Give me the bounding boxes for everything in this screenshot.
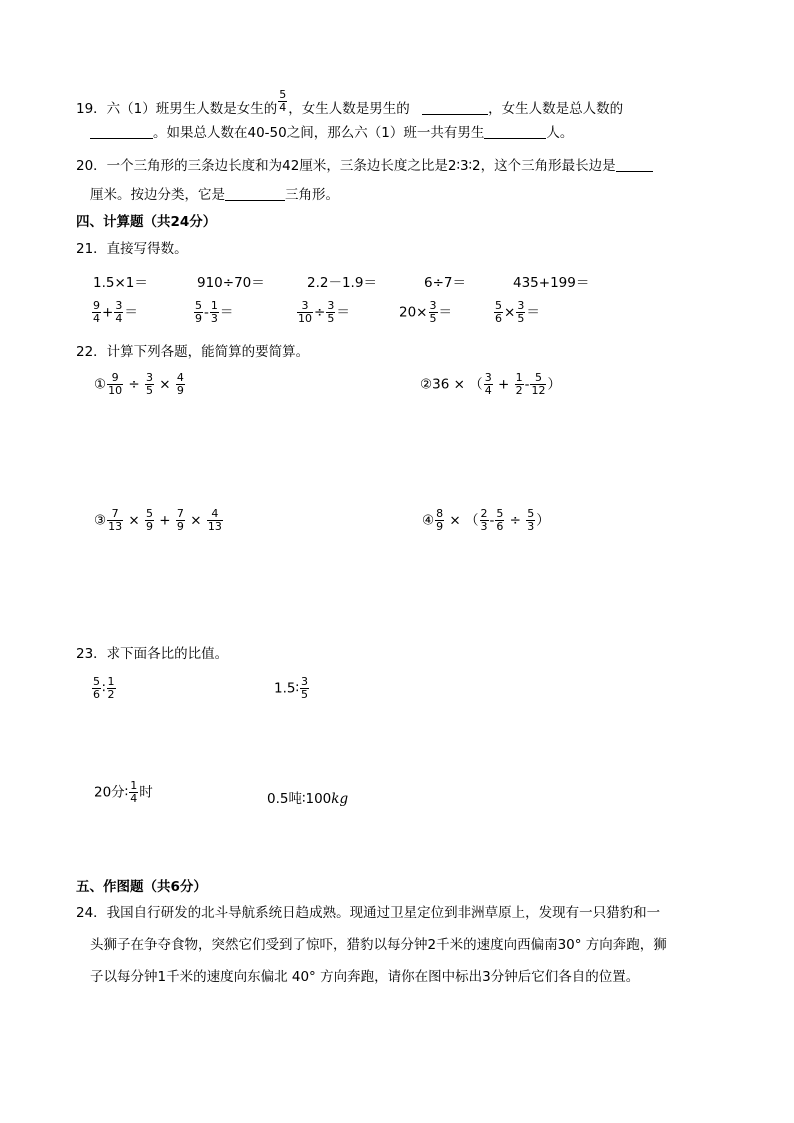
prefix: 0.5吨∶100 — [267, 791, 332, 807]
suffix: 时 — [139, 784, 153, 801]
den: 5 — [300, 688, 308, 701]
num: 7 — [107, 508, 123, 521]
q21-item-3: 2.2－1.9＝ — [307, 275, 377, 291]
q21-item-8 — [296, 300, 350, 325]
q22-title: 22．计算下列各题，能简算的要简算。 — [76, 344, 310, 360]
den: 13 — [207, 520, 222, 533]
num: 9 — [107, 372, 123, 385]
operator: + — [102, 304, 114, 321]
q20-text-a: 20．一个三角形的三条边长度和为42厘米，三条边长度之比是2∶3∶2，这个三角形最长边是 — [76, 158, 616, 174]
q20-text-c: 三角形。 — [285, 187, 339, 203]
answer-blank[interactable] — [422, 100, 488, 115]
num: 1 — [210, 299, 218, 312]
fraction — [526, 508, 535, 533]
answer-blank[interactable] — [225, 186, 285, 201]
q23-ratio-d — [267, 787, 348, 807]
den: 5 — [429, 312, 437, 325]
den: 4 — [279, 101, 287, 114]
fraction — [145, 508, 154, 533]
section-4-heading: 四、计算题（共24分） — [76, 214, 217, 230]
den: 5 — [327, 312, 335, 325]
den: 3 — [210, 312, 218, 325]
q22-problem-3 — [94, 508, 224, 533]
operator: ÷ — [505, 512, 526, 529]
den: 4 — [115, 312, 123, 325]
den: 9 — [176, 520, 184, 533]
den: 2 — [107, 688, 115, 701]
den: 4 — [130, 792, 138, 805]
operator: - — [489, 512, 495, 529]
operator: × — [504, 304, 516, 321]
q24-line3: 子以每分钟1千米的速度向东偏北 40° 方向奔跑，请你在图中标出3分钟后它们各自的位置。 — [90, 969, 640, 985]
den: 6 — [496, 520, 504, 533]
den: 6 — [495, 312, 502, 325]
fraction — [530, 372, 546, 397]
fraction — [129, 780, 138, 805]
ratio-sign: ∶ — [102, 680, 106, 697]
den: 2 — [515, 384, 523, 397]
num: 5 — [146, 507, 154, 520]
num: 5 — [495, 299, 502, 312]
fraction — [114, 300, 123, 325]
label: ① — [94, 376, 107, 393]
paren-close: ） — [536, 512, 550, 529]
fraction — [92, 300, 101, 325]
fraction — [429, 300, 438, 325]
equals: ＝ — [336, 304, 350, 321]
fraction — [297, 300, 313, 325]
den: 10 — [298, 312, 312, 325]
operator: × — [155, 376, 175, 393]
q21-item-4: 6÷7＝ — [424, 275, 466, 291]
den: 10 — [108, 384, 123, 397]
num: 5 — [195, 299, 202, 312]
q24-line2: 头狮子在争夺食物，突然它们受到了惊吓，猎豹以每分钟2千米的速度向西偏南30° 方向奔跑，狮 — [90, 937, 667, 953]
num: 4 — [176, 371, 184, 384]
num: 5 — [530, 372, 546, 385]
q19-text-b: ，女生人数是男生的 — [288, 101, 410, 117]
num: 1 — [130, 779, 138, 792]
q19-text-e: 人。 — [546, 125, 574, 141]
den: 4 — [93, 312, 100, 325]
num: 3 — [517, 299, 525, 312]
equals: ＝ — [124, 304, 138, 321]
q19-fraction — [278, 89, 287, 114]
equals: ＝ — [219, 304, 234, 321]
den: 9 — [176, 384, 184, 397]
equals: ＝ — [438, 304, 452, 321]
fraction — [495, 508, 504, 533]
q21-item-7 — [193, 300, 233, 325]
den: 9 — [195, 312, 202, 325]
operator: × — [124, 512, 145, 529]
label: ④ — [422, 512, 435, 529]
q21-item-2: 910÷70＝ — [197, 275, 265, 291]
q22-problem-1 — [94, 372, 186, 397]
q19-line2 — [90, 124, 573, 142]
operator: + — [493, 376, 514, 393]
den: 6 — [93, 688, 100, 701]
answer-blank[interactable] — [616, 157, 653, 172]
num: 7 — [176, 507, 184, 520]
den: 13 — [108, 520, 123, 533]
den: 5 — [146, 384, 154, 397]
fraction — [326, 300, 335, 325]
fraction — [145, 372, 154, 397]
num: 1 — [107, 675, 115, 688]
q23-ratio-a — [91, 676, 117, 701]
fraction — [516, 300, 525, 325]
answer-blank[interactable] — [90, 124, 153, 139]
den: 4 — [484, 384, 492, 397]
num: 3 — [300, 675, 308, 688]
equals: ＝ — [526, 304, 540, 321]
fraction — [435, 508, 444, 533]
operator: × — [185, 512, 206, 529]
fraction — [194, 300, 203, 325]
den: 3 — [527, 520, 535, 533]
label: ②36 × （ — [420, 376, 483, 393]
prefix: 20× — [399, 304, 428, 321]
num: 3 — [429, 299, 437, 312]
num: 9 — [93, 299, 100, 312]
q19-text-c: ，女生人数是总人数的 — [488, 101, 624, 117]
q23-title: 23．求下面各比的比值。 — [76, 646, 229, 662]
fraction — [484, 372, 493, 397]
label: ③ — [94, 512, 107, 529]
q19-text-a: 19．六（1）班男生人数是女生的 — [76, 101, 278, 117]
den: 5 — [517, 312, 525, 325]
q21-item-9 — [399, 300, 452, 325]
num: 4 — [207, 508, 223, 521]
q19-line1 — [76, 89, 623, 118]
den: 9 — [146, 520, 154, 533]
paren-close: ） — [547, 376, 561, 393]
fraction — [92, 676, 101, 701]
operator: + — [155, 512, 175, 529]
num: 2 — [480, 507, 488, 520]
fraction — [107, 508, 123, 533]
prefix: 1.5∶ — [274, 680, 299, 697]
fraction — [176, 508, 185, 533]
num: 5 — [527, 507, 535, 520]
num: 3 — [146, 371, 154, 384]
q21-item-5: 435+199＝ — [513, 275, 590, 291]
num: 5 — [93, 675, 100, 688]
fraction — [107, 372, 123, 397]
fraction — [210, 300, 219, 325]
q21-item-1: 1.5×1＝ — [93, 275, 148, 291]
num: 3 — [327, 299, 335, 312]
num: 3 — [297, 300, 313, 313]
num: 8 — [436, 507, 444, 520]
num: 5 — [279, 88, 287, 101]
q21-title: 21．直接写得数。 — [76, 241, 188, 257]
q20-line2 — [90, 186, 339, 204]
operator: - — [204, 304, 209, 321]
num: 5 — [496, 507, 504, 520]
operator: ÷ — [314, 304, 326, 321]
fraction — [207, 508, 223, 533]
fraction — [515, 372, 524, 397]
q22-problem-2 — [420, 372, 561, 397]
den: 9 — [436, 520, 444, 533]
q19-text-d: 。如果总人数在40-50之间，那么六（1）班一共有男生 — [153, 125, 485, 141]
answer-blank[interactable] — [484, 124, 546, 139]
section-5-heading: 五、作图题（共6分） — [76, 879, 207, 895]
q23-ratio-c — [94, 780, 153, 805]
q24-line1: 24．我国自行研发的北斗导航系统日趋成熟。现通过卫星定位到非洲草原上，发现有一只猎豹和一 — [76, 905, 661, 921]
q23-ratio-b — [274, 676, 310, 701]
num: 3 — [484, 371, 492, 384]
q20-text-b: 厘米。按边分类，它是 — [90, 187, 225, 203]
q21-item-10 — [493, 300, 540, 325]
q22-problem-4 — [422, 508, 550, 533]
operator: - — [524, 376, 530, 393]
fraction — [494, 300, 503, 325]
prefix: 20分∶ — [94, 784, 129, 801]
q20-line1 — [76, 157, 653, 175]
operator: ÷ — [124, 376, 145, 393]
unit: kg — [331, 791, 349, 807]
q21-item-6 — [91, 300, 138, 325]
operator: × （ — [445, 512, 479, 529]
fraction — [107, 676, 116, 701]
fraction — [480, 508, 489, 533]
num: 3 — [115, 299, 123, 312]
fraction — [300, 676, 309, 701]
fraction — [176, 372, 185, 397]
den: 3 — [480, 520, 488, 533]
num: 1 — [515, 371, 523, 384]
den: 12 — [531, 384, 546, 397]
